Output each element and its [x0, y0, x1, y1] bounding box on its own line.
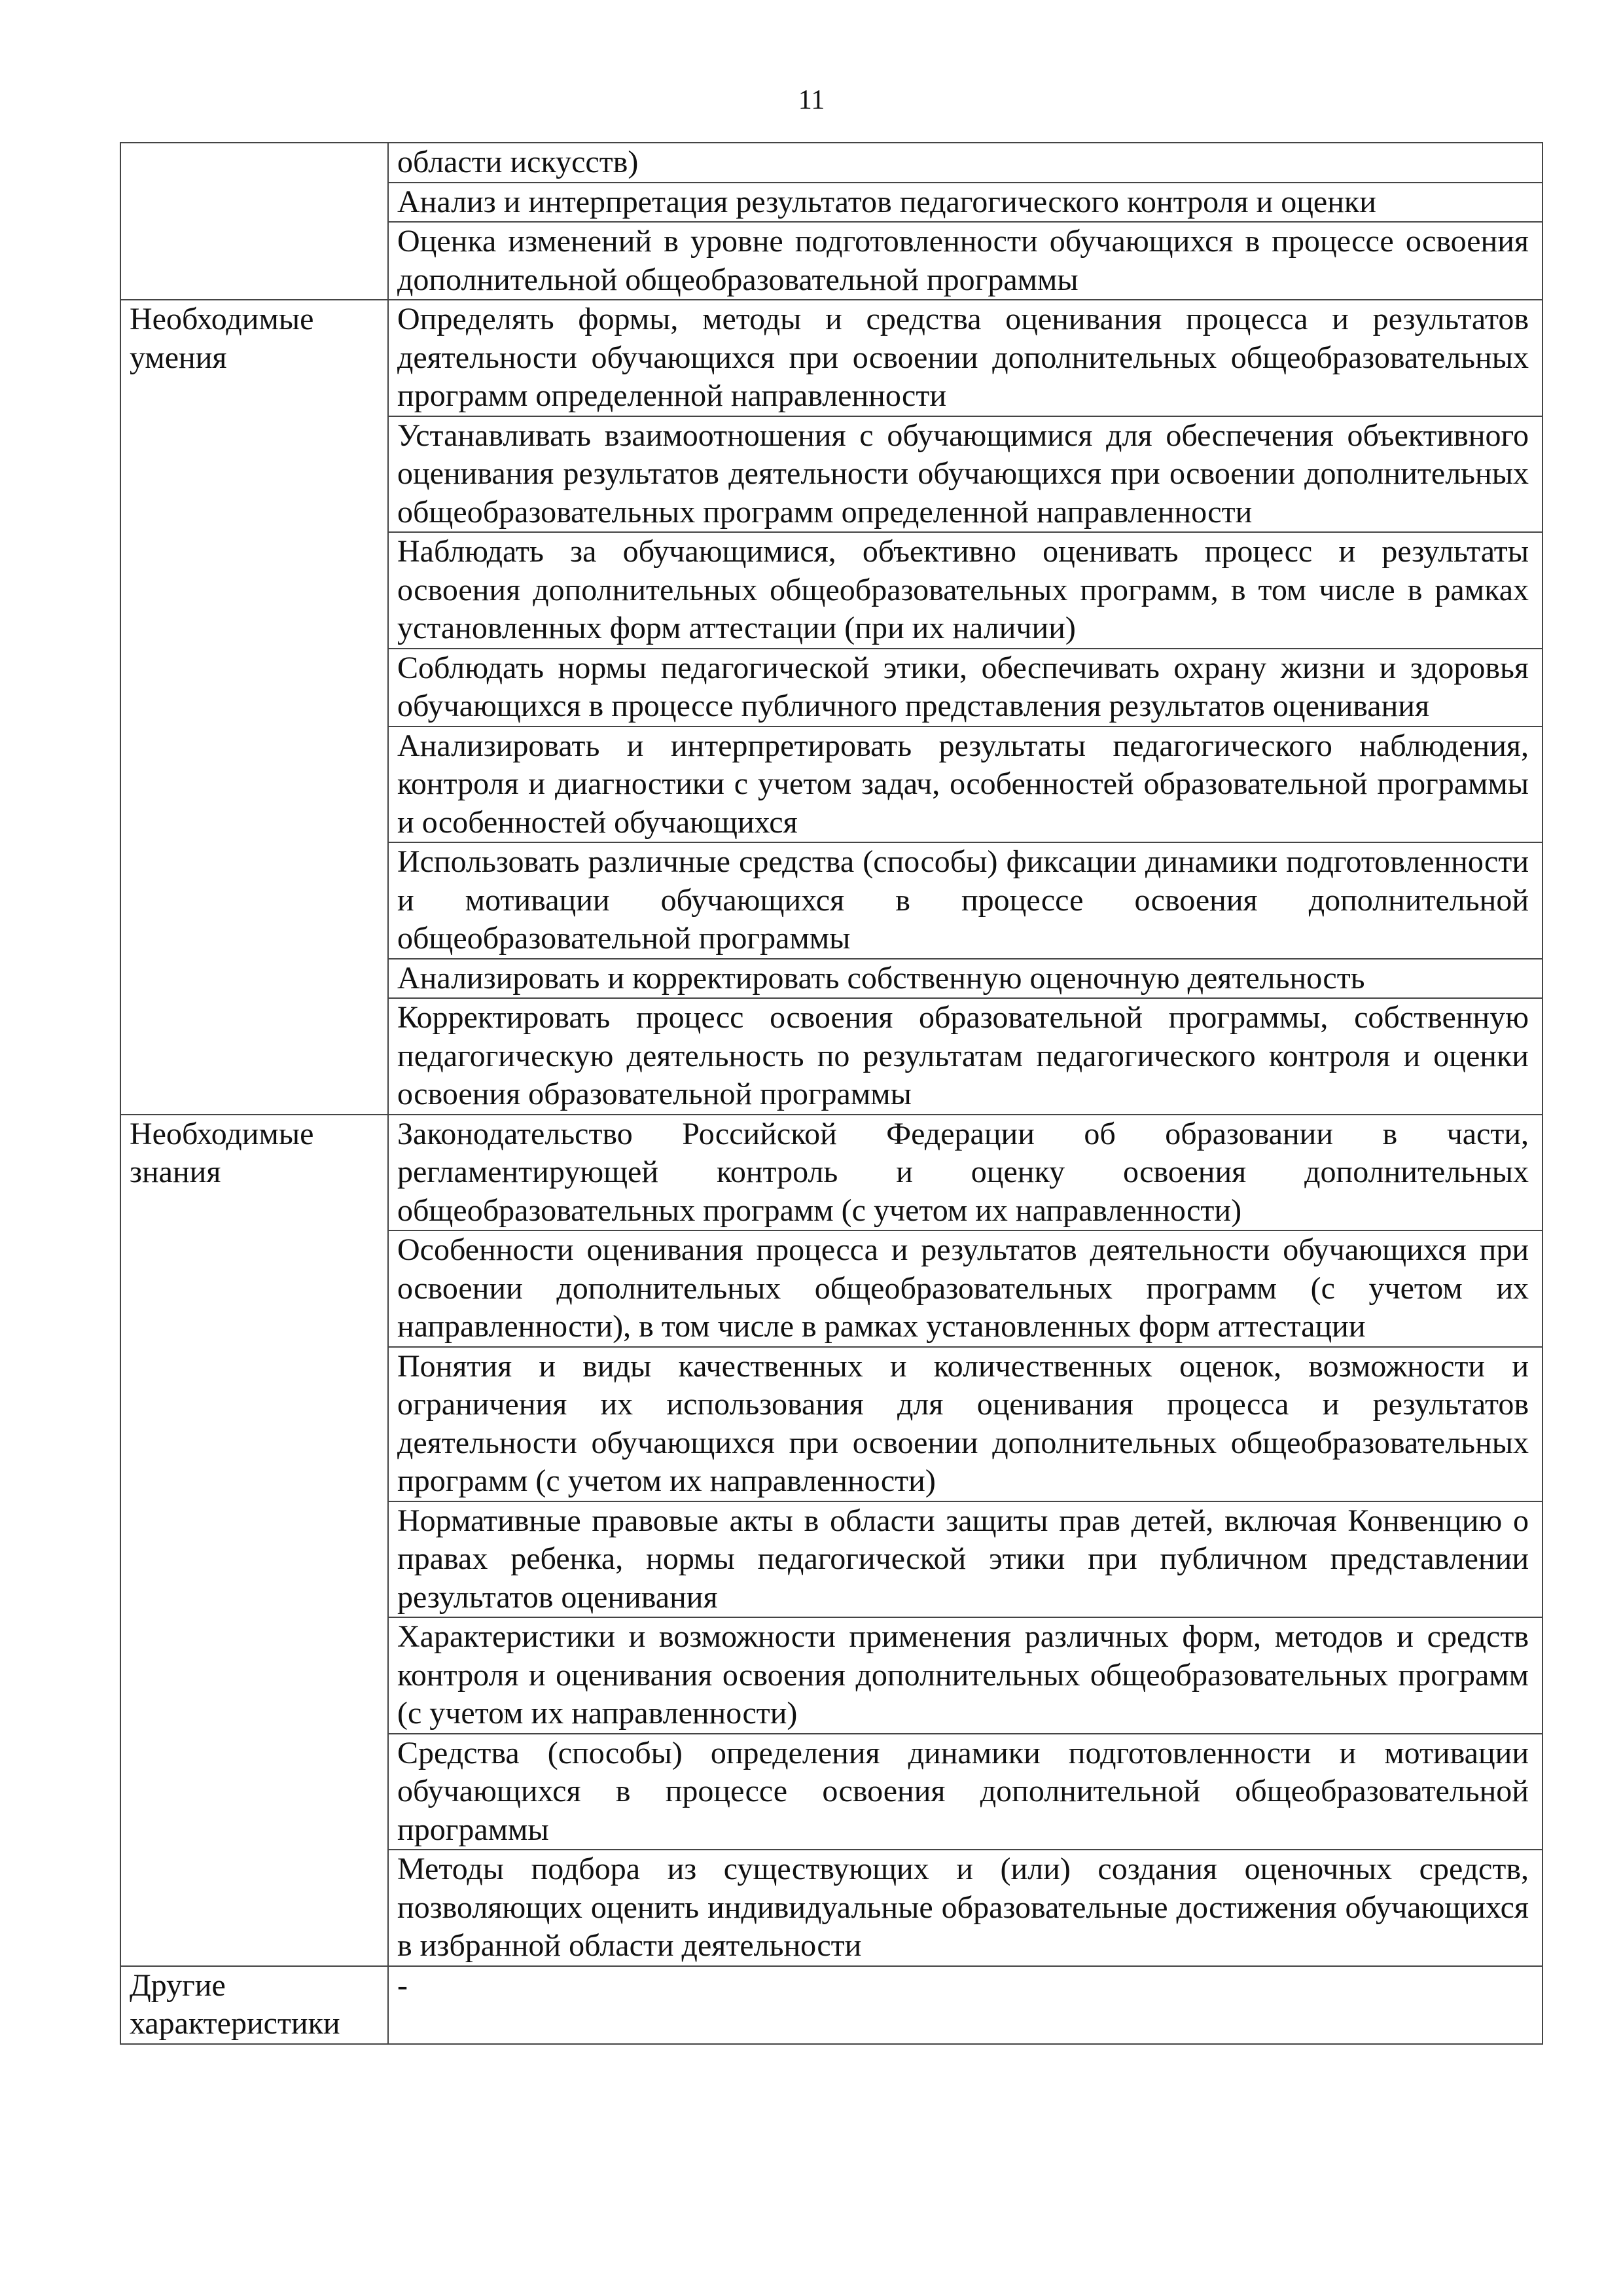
table-cell: области искусств)	[388, 143, 1543, 183]
table-cell: Устанавливать взаимоотношения с обучающимися для обеспечения объективного оценивания результатов деятельности обучающихся при освоении дополнительных общеобразовательных программ определенной направленности	[388, 416, 1543, 533]
page-number: 11	[798, 85, 825, 115]
table-cell: Использовать различные средства (способы) фиксации динамики подготовленности и мотивации обучающихся в процессе освоения дополнительной общеобразовательной программы	[388, 842, 1543, 959]
table-cell: Особенности оценивания процесса и результатов деятельности обучающихся при освоении дополнительных общеобразовательных программ (с учетом их направленности), в том числе в рамках установленных форм аттестации	[388, 1230, 1543, 1347]
table-cell: Анализ и интерпретация результатов педагогического контроля и оценки	[388, 183, 1543, 223]
table-cell: Наблюдать за обучающимися, объективно оценивать процесс и результаты освоения дополнительных общеобразовательных программ, в том числе в рамках установленных форм аттестации (при их наличии)	[388, 532, 1543, 649]
table-cell: Понятия и виды качественных и количественных оценок, возможности и ограничения их использования для оценивания процесса и результатов деятельности обучающихся при освоении дополнительных общеобразовательных программ (с учетом их направленности)	[388, 1347, 1543, 1501]
competency-table	[120, 142, 1543, 2045]
table-cell: Оценка изменений в уровне подготовленности обучающихся в процессе освоения дополнительной общеобразовательной программы	[388, 222, 1543, 300]
table-row	[120, 300, 1543, 416]
table-row	[120, 1966, 1543, 2044]
table-cell: Характеристики и возможности применения различных форм, методов и средств контроля и оценивания освоения дополнительных общеобразовательных программ (с учетом их направленности)	[388, 1617, 1543, 1734]
table-cell: Средства (способы) определения динамики подготовленности и мотивации обучающихся в процессе освоения дополнительной общеобразовательной программы	[388, 1734, 1543, 1850]
table-cell: Соблюдать нормы педагогической этики, обеспечивать охрану жизни и здоровья обучающихся в процессе публичного представления результатов оценивания	[388, 649, 1543, 726]
table-row	[120, 1115, 1543, 1231]
table-row	[120, 143, 1543, 183]
table-cell: Определять формы, методы и средства оценивания процесса и результатов деятельности обучающихся при освоении дополнительных общеобразовательных программ определенной направленности	[388, 300, 1543, 416]
table-cell: Анализировать и корректировать собственную оценочную деятельность	[388, 959, 1543, 999]
table-cell: Методы подбора из существующих и (или) создания оценочных средств, позволяющих оценить индивидуальные образовательные достижения обучающихся в избранной области деятельности	[388, 1850, 1543, 1966]
row-label-empty	[120, 143, 388, 300]
table-cell: Нормативные правовые акты в области защиты прав детей, включая Конвенцию о правах ребенка, нормы педагогической этики при публичном представлении результатов оценивания	[388, 1501, 1543, 1618]
row-label-other: Другие характеристики	[120, 1966, 388, 2044]
table-cell: Анализировать и интерпретировать результаты педагогического наблюдения, контроля и диагностики с учетом задач, особенностей образовательной программы и особенностей обучающихся	[388, 726, 1543, 843]
row-label-skills: Необходимые умения	[120, 300, 388, 1115]
table-cell: Корректировать процесс освоения образовательной программы, собственную педагогическую деятельность по результатам педагогического контроля и оценки освоения образовательной программы	[388, 998, 1543, 1115]
row-label-knowledge: Необходимые знания	[120, 1115, 388, 1966]
table-cell: -	[388, 1966, 1543, 2044]
table-cell: Законодательство Российской Федерации об образовании в части, регламентирующей контроль и оценку освоения дополнительных общеобразовательных программ (с учетом их направленности)	[388, 1115, 1543, 1231]
